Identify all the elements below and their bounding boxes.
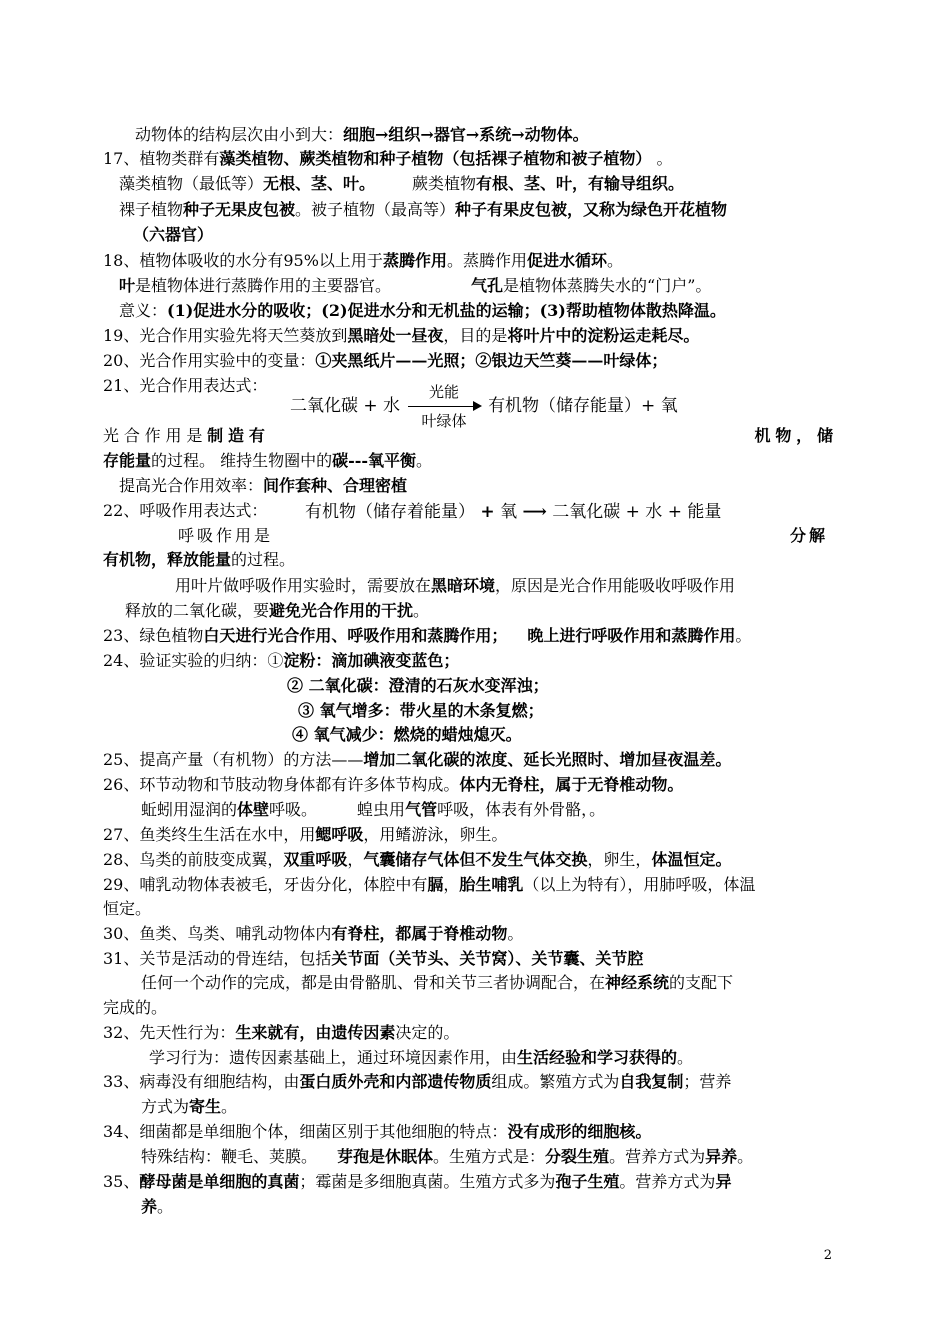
text-line <box>103 849 731 871</box>
text-line <box>119 173 684 195</box>
text: 。 <box>651 149 673 168</box>
text: 31、关节是活动的骨连结，包括 <box>103 949 332 968</box>
bold-text: 晚上进行呼吸作用和蒸腾作用 <box>527 626 736 645</box>
bold-text: 蛋白质外壳和内部遗传物质 <box>299 1072 492 1091</box>
text: 29、哺乳动物体表被毛，牙齿分化，体腔中有 <box>103 875 428 894</box>
text: 意义： <box>119 301 168 320</box>
bold-text: 无根、茎、叶。 <box>263 174 376 193</box>
bold-text: 将叶片中的淀粉运走耗尽。 <box>507 326 700 345</box>
text-line <box>141 972 733 994</box>
equation-products: 二氧化碳 + 水 + 能量 <box>552 502 722 522</box>
bold-text: (1)促进水分的吸收；(2)促进水分和无机盐的运输；(3)帮助植物体散热降温。 <box>167 301 726 320</box>
text-line <box>119 300 726 322</box>
bold-text: 有脊柱，都属于脊椎动物 <box>331 924 508 943</box>
text: 决定的。 <box>395 1023 460 1042</box>
bold-text: 有根、茎、叶，有输导组织。 <box>476 174 685 193</box>
text: 18、植物体吸收的水分有95%以上用于 <box>103 251 383 270</box>
text: 释放的二氧化碳，要 <box>125 601 270 620</box>
bold-text: 异 <box>715 1172 732 1191</box>
text-line <box>133 224 213 246</box>
text: 。被子植物（最高等） <box>295 200 456 219</box>
bold-text: ③ 氧气增多：带火星的木条复燃； <box>298 701 544 720</box>
text: 光合作用是 <box>103 426 208 445</box>
text: 组成。繁殖方式为 <box>491 1072 620 1091</box>
bold-text: 神经系统 <box>605 973 670 992</box>
text: 28、鸟类的前肢变成翼， <box>103 850 284 869</box>
text: 25、提高产量（有机物）的方法—— <box>103 750 364 769</box>
text: 。营养方式为 <box>619 1172 716 1191</box>
text: 是植物体蒸腾失水的“门户”。 <box>503 276 712 295</box>
text: 。 <box>677 1048 694 1067</box>
bold-text: 细胞→组织→器官→系统→动物体。 <box>343 125 589 144</box>
text: 。营养方式为 <box>609 1147 706 1166</box>
text-line <box>103 148 672 170</box>
text: 。 <box>606 251 623 270</box>
text: 27、鱼类终生生活在水中，用 <box>103 825 316 844</box>
bold-text: 存能量 <box>103 451 152 470</box>
bold-text: 气囊储存气体但不发生气体交换 <box>363 850 588 869</box>
text: 35、 <box>103 1172 140 1191</box>
text: 21、光合作用表达式： <box>103 376 268 395</box>
bold-text: 养 <box>141 1197 158 1216</box>
bold-text: 白天进行光合作用、呼吸作用和蒸腾作用； <box>203 626 508 645</box>
bold-text: 气管 <box>405 800 438 819</box>
text: 17、植物类群有 <box>103 149 220 168</box>
text-line <box>125 600 429 622</box>
text: 蚯蚓用湿润的 <box>141 800 238 819</box>
text: ，用鳍游泳，卵生。 <box>363 825 508 844</box>
bold-text: 黑暗处一昼夜 <box>347 326 444 345</box>
text: 。 <box>157 1197 174 1216</box>
text: 。 <box>221 1097 238 1116</box>
text-line <box>103 500 267 522</box>
text: ；营养 <box>683 1072 732 1091</box>
bold-text: 分裂生殖 <box>545 1147 610 1166</box>
text-line <box>790 525 828 547</box>
reaction-arrow <box>406 383 482 430</box>
text: 。生殖方式是： <box>433 1147 546 1166</box>
respiration-equation <box>305 501 721 523</box>
text: 的过程。 <box>231 550 296 569</box>
bold-text: 胎生哺乳 <box>459 875 524 894</box>
text-line <box>141 1196 173 1218</box>
text: 是植物体进行蒸腾作用的主要器官。 <box>135 276 392 295</box>
text: 裸子植物 <box>119 200 184 219</box>
bold-text: 自我复制 <box>619 1072 684 1091</box>
text-line <box>287 675 549 697</box>
bold-text: 异养 <box>705 1147 738 1166</box>
bold-text: 没有成形的细胞核。 <box>507 1122 652 1141</box>
text: 24、验证实验的归纳：① <box>103 651 284 670</box>
bold-text: 膈 <box>427 875 444 894</box>
text-line <box>141 1096 237 1118</box>
bold-text: 促进水循环 <box>526 251 607 270</box>
text: 22、呼吸作用表达式： <box>103 501 268 520</box>
text-line <box>103 923 523 945</box>
text-line <box>103 1171 731 1193</box>
text-line <box>119 199 727 221</box>
text: （以上为特有），用肺呼吸，体温 <box>523 875 756 894</box>
text-line <box>103 450 432 472</box>
text-line <box>175 575 735 597</box>
text: 方式为 <box>141 1097 190 1116</box>
bold-text: ② 二氧化碳：澄清的石灰水变浑浊； <box>287 676 549 695</box>
text-line <box>119 475 407 497</box>
text: 特殊结构：鞭毛、荚膜。 <box>141 1147 318 1166</box>
text-line <box>119 275 711 297</box>
text-line <box>103 1071 731 1093</box>
arrow-condition-above: 光能 <box>429 383 460 401</box>
text: 30、鱼类、鸟类、哺乳动物体内 <box>103 924 332 943</box>
bold-text: 增加二氧化碳的浓度、延长光照时、增加昼夜温差。 <box>363 750 732 769</box>
text-line <box>103 824 507 846</box>
bold-text: 体壁 <box>237 800 270 819</box>
bold-text: 种子有果皮包被，又称为绿色开花植物 <box>455 200 728 219</box>
text-line <box>103 774 683 796</box>
text-line <box>103 250 623 272</box>
bold-text: 生来就有，由遗传因素 <box>235 1023 396 1042</box>
text: 蕨类植物 <box>412 174 477 193</box>
text: 恒定。 <box>103 899 152 918</box>
bold-text: （六器官） <box>133 225 214 244</box>
text: 任何一个动作的完成，都是由骨骼肌、骨和关节三者协调配合，在 <box>141 973 606 992</box>
text: 。 <box>413 601 430 620</box>
bold-text: 生活经验和学习获得的 <box>517 1048 678 1067</box>
text-line <box>103 549 295 571</box>
text: 呼吸作用是 <box>178 526 274 545</box>
bold-text: 避免光合作用的干扰 <box>269 601 414 620</box>
text: 20、光合作用实验中的变量： <box>103 351 316 370</box>
text-line <box>141 799 605 821</box>
text: 提高光合作用效率： <box>119 476 264 495</box>
bold-text: 鳃呼吸 <box>315 825 364 844</box>
text: ，原因是光合作用能吸收呼吸作用 <box>495 576 736 595</box>
text: ，目的是 <box>443 326 508 345</box>
text-line <box>141 1146 753 1168</box>
text-line <box>178 525 273 547</box>
text-line <box>103 325 699 347</box>
bold-text: 淀粉：滴加碘液变蓝色； <box>283 651 460 670</box>
text: 蝗虫用 <box>357 800 406 819</box>
text: 23、绿色植物 <box>103 626 204 645</box>
bold-text: 酵母菌是单细胞的真菌 <box>139 1172 300 1191</box>
equation-reactants: 有机物（储存着能量） <box>305 502 475 522</box>
bold-text: 机物，储 <box>749 426 833 445</box>
bold-text: 制造有 <box>207 426 270 445</box>
bold-text: ①夹黑纸片——光照；②银边天竺葵——叶绿体； <box>315 351 668 370</box>
equation-products: 有机物（储存能量）+ 氧 <box>488 396 678 416</box>
text-line <box>149 1047 693 1069</box>
text: 33、病毒没有细胞结构，由 <box>103 1072 300 1091</box>
text: 完成的。 <box>103 998 168 1017</box>
text: 呼吸，体表有外骨骼，。 <box>437 800 606 819</box>
text-line <box>103 350 667 372</box>
text: 26、环节动物和节肢动物身体都有许多体节构成。 <box>103 775 460 794</box>
text: 的过程。 维持生物圈中的 <box>151 451 333 470</box>
text-line <box>103 749 731 771</box>
page-number: 2 <box>823 1248 832 1263</box>
text: 动物体的结构层次由小到大： <box>135 125 344 144</box>
bold-text: 寄生 <box>189 1097 222 1116</box>
text: 呼吸。 <box>269 800 318 819</box>
plus-sign: + <box>480 502 495 522</box>
photosynthesis-equation <box>290 383 678 430</box>
bold-text: 藻类植物、蕨类植物和种子植物（包括裸子植物和被子植物） <box>219 149 652 168</box>
bold-text: 种子无果皮包被 <box>183 200 296 219</box>
text: 。 <box>737 1147 754 1166</box>
text-line <box>103 898 151 920</box>
bold-text: 孢子生殖 <box>555 1172 620 1191</box>
text-line <box>135 124 589 146</box>
bold-text: 黑暗环境 <box>431 576 496 595</box>
text: 学习行为：遗传因素基础上，通过环境因素作用，由 <box>149 1048 518 1067</box>
bold-text: 碳---氧平衡 <box>332 451 417 470</box>
text: ， <box>347 850 364 869</box>
text: ，卵生， <box>587 850 652 869</box>
bold-text: 体内无脊柱，属于无脊椎动物。 <box>459 775 684 794</box>
text: 。蒸腾作用 <box>446 251 527 270</box>
text-line <box>103 997 167 1019</box>
text: 藻类植物（最低等） <box>119 174 264 193</box>
bold-text: 芽孢是休眠体 <box>337 1147 434 1166</box>
text: 。 <box>507 924 524 943</box>
text: 的支配下 <box>669 973 734 992</box>
text: 34、细菌都是单细胞个体，细菌区别于其他细胞的特点： <box>103 1122 508 1141</box>
arrow-condition-below: 叶绿体 <box>421 412 467 430</box>
bold-text: ④ 氧气减少：燃烧的蜡烛熄灭。 <box>292 725 522 744</box>
text-line <box>103 948 643 970</box>
text-line <box>298 700 544 722</box>
bold-text: 分解 <box>790 526 829 545</box>
text: 19、光合作用实验先将天竺葵放到 <box>103 326 348 345</box>
text-line <box>103 1022 459 1044</box>
text: 用叶片做呼吸作用实验时，需要放在 <box>175 576 432 595</box>
text-line <box>103 625 751 647</box>
text-line <box>103 375 267 397</box>
text-line <box>103 1121 651 1143</box>
text: ， <box>443 875 460 894</box>
reaction-arrow: ⟶ <box>522 502 547 522</box>
text-line <box>103 650 459 672</box>
text: 。 <box>735 626 752 645</box>
bold-text: 双重呼吸 <box>283 850 348 869</box>
text: 32、先天性行为： <box>103 1023 236 1042</box>
bold-text: 气孔 <box>471 276 504 295</box>
bold-text: 叶 <box>119 276 136 295</box>
equation-reactant: 氧 <box>500 502 518 522</box>
bold-text: 体温恒定。 <box>651 850 732 869</box>
bold-text: 关节面（关节头、关节窝）、关节囊、关节腔 <box>331 949 644 968</box>
text-line <box>103 874 755 896</box>
text-line <box>103 425 833 447</box>
text-line <box>292 724 522 746</box>
bold-text: 有机物，释放能量 <box>103 550 232 569</box>
bold-text: 蒸腾作用 <box>382 251 447 270</box>
bold-text: 间作套种、合理密植 <box>263 476 408 495</box>
text: 。 <box>416 451 433 470</box>
equation-reactants: 二氧化碳 + 水 <box>290 396 401 416</box>
text: ；霉菌是多细胞真菌。生殖方式多为 <box>299 1172 556 1191</box>
